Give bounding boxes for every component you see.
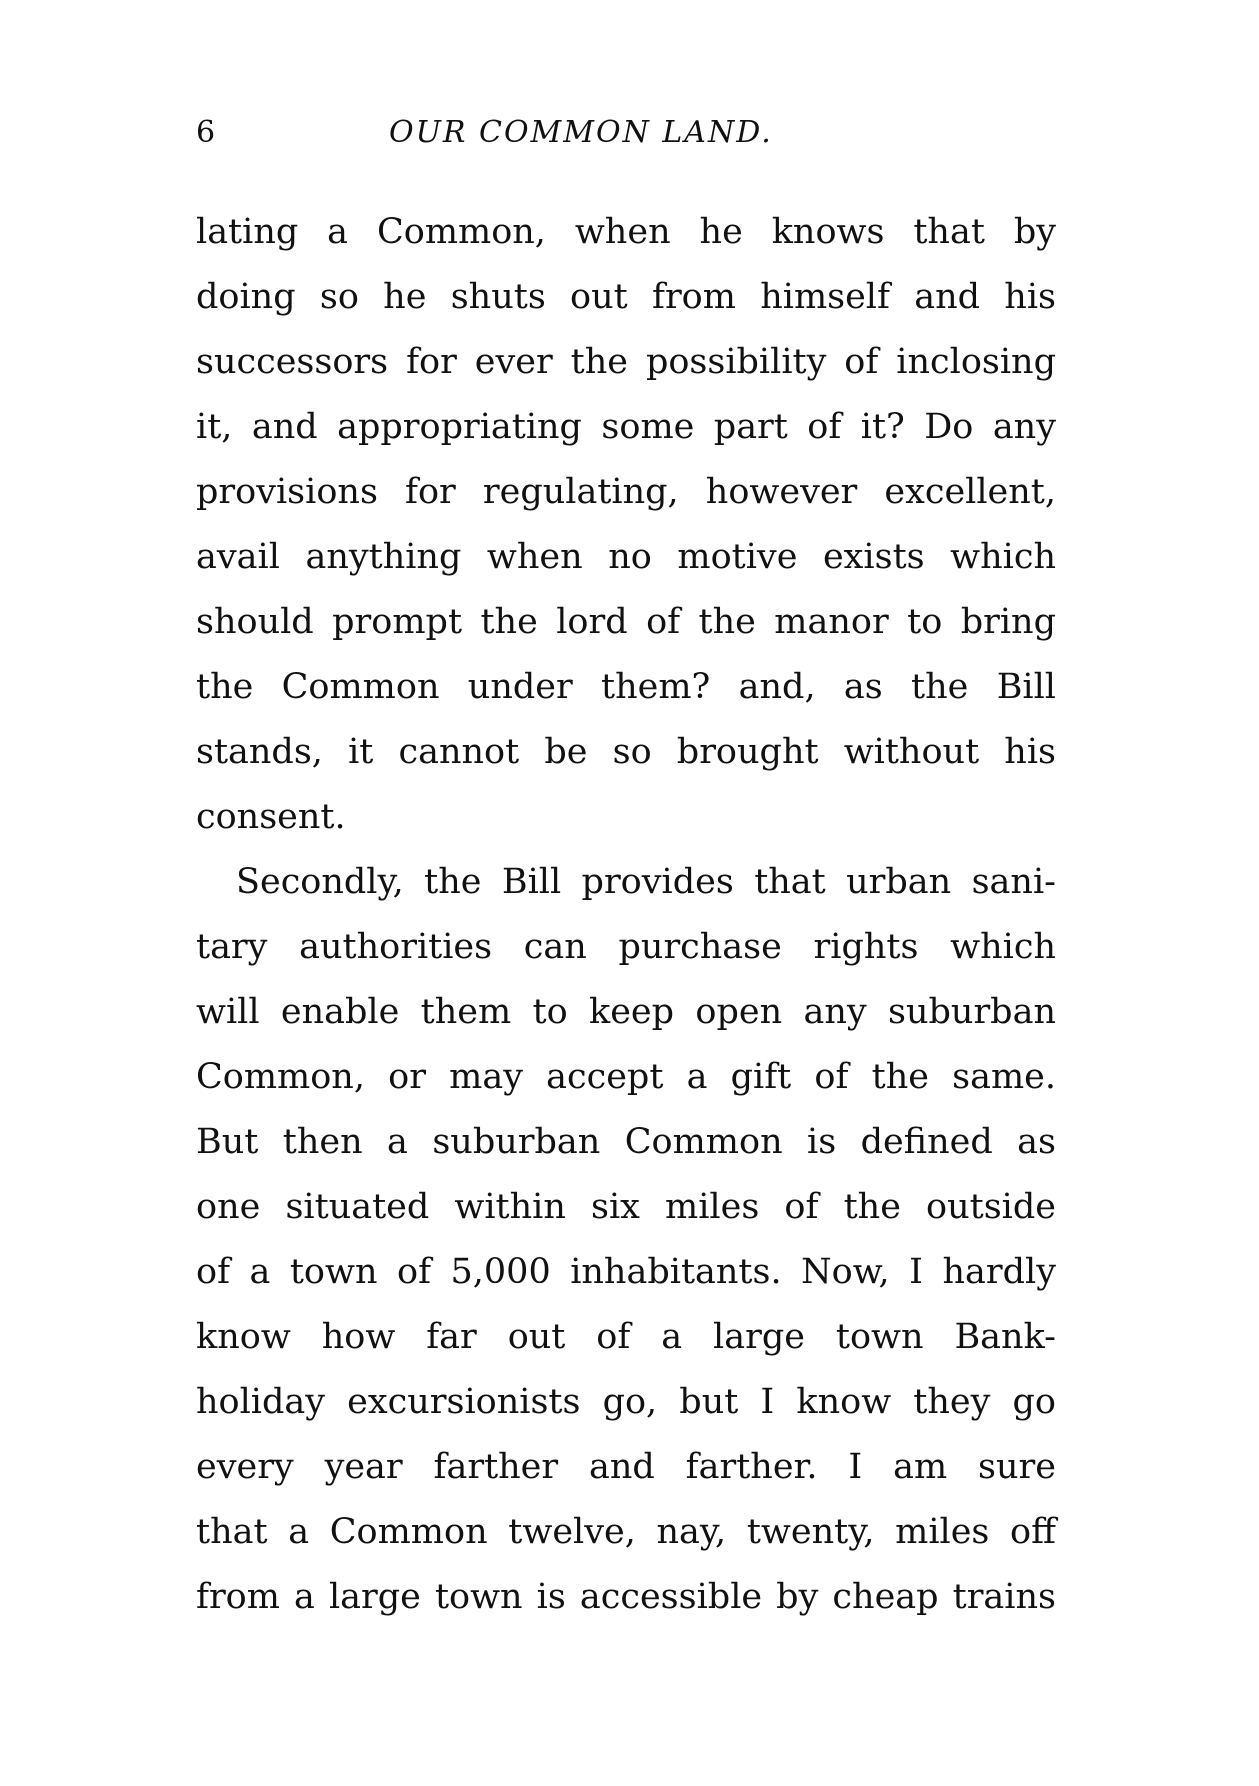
text-line: consent. [196, 797, 346, 837]
text-line: it, and appropriating some part of it? Do any [196, 407, 1056, 447]
paragraph-start-line: Secondly, the Bill provides that urban sani- [236, 862, 1056, 902]
text-line: But then a suburban Common is defined as [196, 1122, 1056, 1162]
text-line: stands, it cannot be so brought without his [196, 732, 1056, 772]
text-line: Common, or may accept a gift of the same. [196, 1057, 1056, 1097]
text-line: successors for ever the possibility of inclosing [196, 342, 1056, 382]
text-line: will enable them to keep open any suburban [196, 992, 1056, 1032]
text-line: one situated within six miles of the outside [196, 1187, 1056, 1227]
text-line: avail anything when no motive exists which [196, 537, 1056, 577]
text-line: doing so he shuts out from himself and his [196, 277, 1056, 317]
text-line: of a town of 5,000 inhabitants. Now, I hardly [196, 1252, 1056, 1292]
text-line: should prompt the lord of the manor to bring [196, 602, 1056, 642]
body-text [196, 200, 1056, 1630]
text-line: the Common under them? and, as the Bill [196, 667, 1056, 707]
text-line: know how far out of a large town Bank- [196, 1317, 1056, 1357]
text-line: provisions for regulating, however excellent, [196, 472, 1056, 512]
text-line: from a large town is accessible by cheap trains [196, 1577, 1056, 1617]
text-line: every year farther and farther. I am sure [196, 1447, 1056, 1487]
text-line: that a Common twelve, nay, twenty, miles off [196, 1512, 1056, 1552]
text-line: tary authorities can purchase rights which [196, 927, 1056, 967]
page-number: 6 [196, 115, 216, 150]
text-line: lating a Common, when he knows that by [196, 212, 1056, 252]
running-head [196, 108, 1056, 158]
running-title: OUR COMMON LAND. [389, 115, 773, 150]
text-line: holiday excursionists go, but I know they go [196, 1382, 1056, 1422]
